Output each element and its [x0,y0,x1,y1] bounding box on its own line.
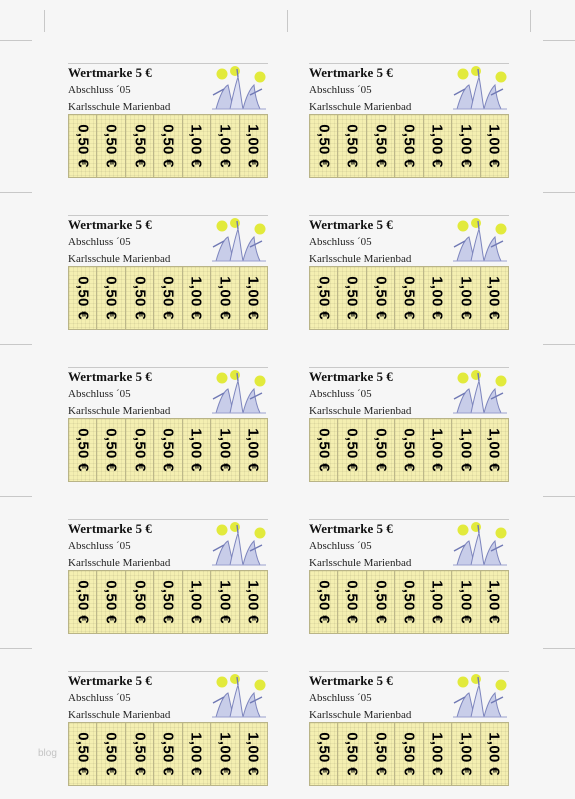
value-label: 1,00 € [428,124,446,168]
value-label: 1,00 € [187,276,205,320]
value-cell [338,419,366,481]
value-cell [154,115,182,177]
coupon-title: Wertmarke 5 € [309,369,393,384]
value-cell [240,571,267,633]
value-cell [338,115,366,177]
value-strip [309,266,509,330]
value-cell [240,115,267,177]
value-cell [367,115,395,177]
value-strip [309,722,509,786]
value-cell [338,723,366,785]
value-cell [97,723,125,785]
value-label: 0,50 € [343,732,361,776]
value-cell [395,571,423,633]
celebration-logo-icon [210,369,268,415]
divider [309,671,509,672]
value-cell [424,419,452,481]
value-label: 0,50 € [102,124,120,168]
value-strip [68,570,268,634]
value-cell [240,419,267,481]
value-label: 0,50 € [372,276,390,320]
value-label: 1,00 € [216,732,234,776]
value-label: 0,50 € [343,428,361,472]
celebration-logo-icon [210,217,268,263]
value-label: 1,00 € [244,580,262,624]
value-cell [69,267,97,329]
crop-mark [0,496,32,497]
value-cell [310,267,338,329]
value-cell [424,723,452,785]
coupon-event: Abschluss ´05 [68,692,131,704]
value-cell [452,571,480,633]
divider [68,215,268,216]
coupon-event: Abschluss ´05 [68,388,131,400]
value-cell [97,115,125,177]
value-label: 0,50 € [74,732,92,776]
coupon-school: Karlsschule Marienbad [309,709,412,721]
value-label: 0,50 € [400,580,418,624]
coupon-title: Wertmarke 5 € [68,521,152,536]
value-label: 0,50 € [74,124,92,168]
value-cell [310,723,338,785]
value-cell [69,419,97,481]
value-cell [240,723,267,785]
coupon-school: Karlsschule Marienbad [68,557,171,569]
coupon-title: Wertmarke 5 € [309,521,393,536]
value-label: 0,50 € [372,428,390,472]
celebration-logo-icon [451,65,509,111]
value-cell [481,571,508,633]
value-label: 0,50 € [131,732,149,776]
value-label: 0,50 € [131,124,149,168]
value-cell [183,267,211,329]
value-cell [310,419,338,481]
value-cell [452,723,480,785]
value-label: 0,50 € [315,428,333,472]
value-cell [338,267,366,329]
crop-mark [0,344,32,345]
value-label: 0,50 € [343,276,361,320]
value-label: 0,50 € [102,428,120,472]
value-label: 1,00 € [187,732,205,776]
coupon [309,671,509,781]
value-cell [424,267,452,329]
value-cell [367,419,395,481]
value-label: 1,00 € [485,276,503,320]
value-label: 1,00 € [244,732,262,776]
coupon-school: Karlsschule Marienbad [68,709,171,721]
value-cell [452,419,480,481]
value-cell [69,571,97,633]
value-cell [97,419,125,481]
value-cell [97,571,125,633]
coupon [309,215,509,325]
coupon-event: Abschluss ´05 [68,236,131,248]
value-label: 1,00 € [244,276,262,320]
watermark-text: blog [38,748,57,759]
value-label: 0,50 € [102,276,120,320]
value-label: 0,50 € [159,124,177,168]
value-label: 1,00 € [457,732,475,776]
coupon-school: Karlsschule Marienbad [309,253,412,265]
value-cell [126,571,154,633]
value-cell [126,267,154,329]
value-cell [395,115,423,177]
value-label: 1,00 € [216,276,234,320]
coupon-title: Wertmarke 5 € [309,217,393,232]
value-cell [424,115,452,177]
coupon-school: Karlsschule Marienbad [309,101,412,113]
coupon [68,519,268,629]
value-label: 1,00 € [187,124,205,168]
value-strip [68,114,268,178]
divider [309,215,509,216]
coupon-title: Wertmarke 5 € [68,673,152,688]
divider [68,63,268,64]
coupon-title: Wertmarke 5 € [68,217,152,232]
coupon-title: Wertmarke 5 € [68,65,152,80]
crop-mark [530,10,531,32]
coupon-title: Wertmarke 5 € [309,65,393,80]
value-label: 1,00 € [457,580,475,624]
coupon-event: Abschluss ´05 [68,540,131,552]
value-label: 0,50 € [400,732,418,776]
value-label: 1,00 € [216,428,234,472]
celebration-logo-icon [451,673,509,719]
value-label: 0,50 € [315,580,333,624]
crop-mark [543,40,575,41]
coupon [68,671,268,781]
value-cell [452,267,480,329]
celebration-logo-icon [451,217,509,263]
value-label: 0,50 € [372,124,390,168]
divider [309,519,509,520]
value-label: 1,00 € [187,428,205,472]
value-label: 1,00 € [216,580,234,624]
value-label: 1,00 € [428,428,446,472]
coupon-title: Wertmarke 5 € [309,673,393,688]
value-cell [395,723,423,785]
value-label: 0,50 € [159,276,177,320]
value-cell [211,419,239,481]
value-cell [126,115,154,177]
divider [309,63,509,64]
value-cell [154,571,182,633]
value-label: 1,00 € [244,124,262,168]
coupon-school: Karlsschule Marienbad [309,405,412,417]
coupon [309,63,509,173]
value-label: 1,00 € [485,580,503,624]
coupon [68,367,268,477]
value-label: 1,00 € [457,428,475,472]
value-cell [126,723,154,785]
value-label: 0,50 € [102,580,120,624]
celebration-logo-icon [451,521,509,567]
value-cell [481,723,508,785]
value-cell [211,267,239,329]
coupon [309,367,509,477]
value-label: 0,50 € [400,124,418,168]
value-label: 0,50 € [400,428,418,472]
value-cell [424,571,452,633]
value-label: 0,50 € [131,276,149,320]
value-label: 0,50 € [74,428,92,472]
value-label: 1,00 € [457,124,475,168]
value-cell [69,115,97,177]
divider [68,671,268,672]
value-label: 1,00 € [485,428,503,472]
coupon-event: Abschluss ´05 [68,84,131,96]
coupon-event: Abschluss ´05 [309,236,372,248]
crop-mark [0,40,32,41]
divider [68,367,268,368]
coupon [68,215,268,325]
value-strip [309,418,509,482]
value-cell [395,419,423,481]
celebration-logo-icon [210,521,268,567]
coupon-school: Karlsschule Marienbad [309,557,412,569]
crop-mark [287,10,288,32]
celebration-logo-icon [451,369,509,415]
value-cell [154,267,182,329]
value-label: 1,00 € [428,732,446,776]
value-cell [452,115,480,177]
value-cell [481,115,508,177]
value-label: 0,50 € [400,276,418,320]
crop-mark [543,648,575,649]
value-strip [68,266,268,330]
value-cell [481,267,508,329]
crop-mark [0,648,32,649]
value-label: 0,50 € [343,580,361,624]
value-label: 1,00 € [428,580,446,624]
value-label: 1,00 € [187,580,205,624]
value-cell [310,571,338,633]
value-cell [338,571,366,633]
value-label: 1,00 € [244,428,262,472]
value-cell [211,723,239,785]
value-label: 0,50 € [372,580,390,624]
value-cell [395,267,423,329]
crop-mark [44,10,45,32]
value-label: 0,50 € [343,124,361,168]
value-cell [481,419,508,481]
value-label: 0,50 € [74,276,92,320]
value-cell [97,267,125,329]
value-label: 0,50 € [372,732,390,776]
value-cell [69,723,97,785]
value-cell [154,723,182,785]
value-label: 0,50 € [102,732,120,776]
value-label: 1,00 € [485,732,503,776]
value-label: 0,50 € [159,580,177,624]
value-cell [183,115,211,177]
value-label: 1,00 € [428,276,446,320]
coupon [68,63,268,173]
value-cell [154,419,182,481]
crop-mark [543,192,575,193]
celebration-logo-icon [210,65,268,111]
value-cell [367,571,395,633]
value-label: 0,50 € [159,732,177,776]
crop-mark [0,192,32,193]
value-label: 1,00 € [216,124,234,168]
value-label: 0,50 € [315,276,333,320]
value-cell [183,419,211,481]
value-strip [309,114,509,178]
value-cell [240,267,267,329]
celebration-logo-icon [210,673,268,719]
value-cell [367,267,395,329]
value-label: 0,50 € [131,428,149,472]
value-cell [126,419,154,481]
value-cell [183,571,211,633]
value-label: 0,50 € [315,732,333,776]
value-label: 0,50 € [159,428,177,472]
divider [309,367,509,368]
coupon-event: Abschluss ´05 [309,540,372,552]
value-cell [211,115,239,177]
coupon-event: Abschluss ´05 [309,84,372,96]
value-label: 0,50 € [315,124,333,168]
value-cell [183,723,211,785]
value-cell [367,723,395,785]
crop-mark [543,344,575,345]
divider [68,519,268,520]
value-strip [68,418,268,482]
coupon-school: Karlsschule Marienbad [68,101,171,113]
value-cell [211,571,239,633]
value-label: 1,00 € [485,124,503,168]
value-label: 1,00 € [457,276,475,320]
coupon-school: Karlsschule Marienbad [68,405,171,417]
coupon-event: Abschluss ´05 [309,692,372,704]
value-strip [68,722,268,786]
crop-mark [543,496,575,497]
coupon [309,519,509,629]
value-cell [310,115,338,177]
value-label: 0,50 € [131,580,149,624]
coupon-school: Karlsschule Marienbad [68,253,171,265]
value-label: 0,50 € [74,580,92,624]
coupon-title: Wertmarke 5 € [68,369,152,384]
value-strip [309,570,509,634]
coupon-event: Abschluss ´05 [309,388,372,400]
